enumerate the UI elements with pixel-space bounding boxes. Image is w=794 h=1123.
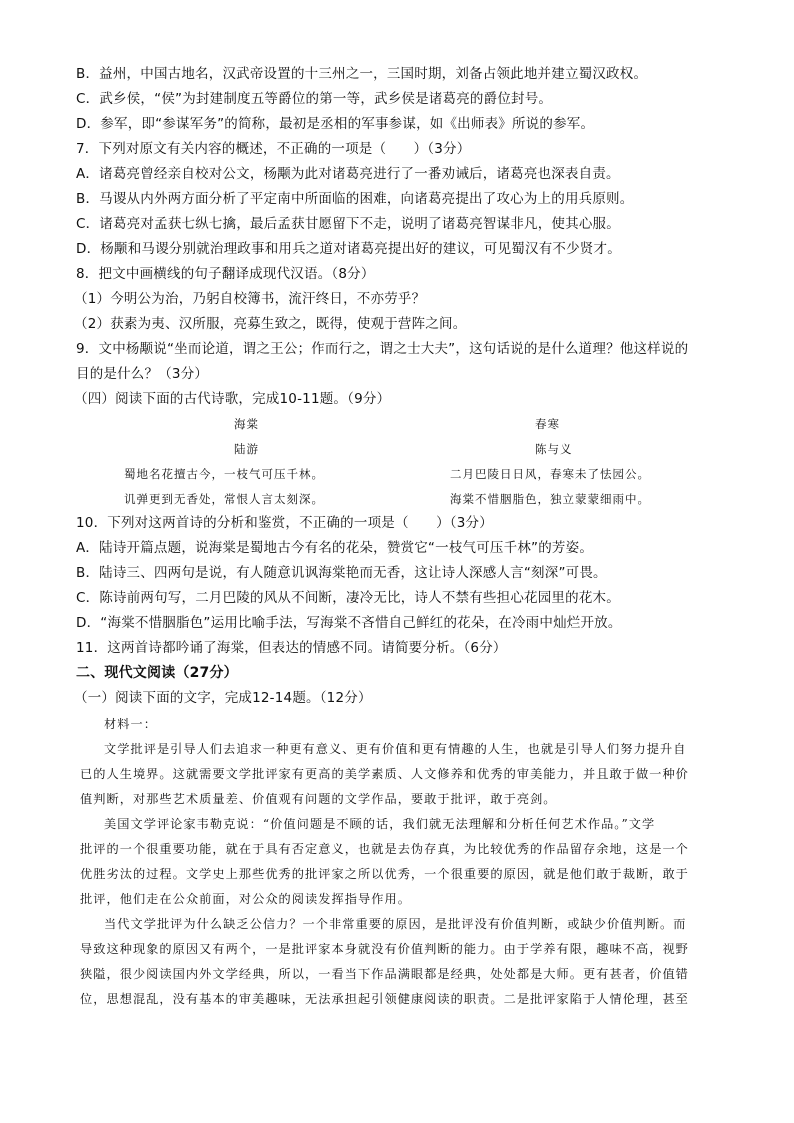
question-9-line-2: 目的是什么？（3分） [76,366,209,382]
question-7-option-c: C．诸葛亮对孟获七纵七擒，最后孟获甘愿留下不走，说明了诸葛亮智谋非凡，使其心服。 [76,216,620,232]
question-7-stem: 7．下列对原文有关内容的概述，不正确的一项是（ ）（3分） [76,141,471,157]
para-3-line-1: 当代文学批评为什么缺乏公信力？一个非常重要的原因，是批评没有价值判断，或缺少价值判断。而 [104,917,687,931]
para-1-line-1: 文学批评是引导人们去追求一种更有意义、更有价值和更有情趣的人生，也就是引导人们努力提升自 [104,742,687,756]
para-3-line-2: 导致这种现象的原因又有两个，一是批评家本身就没有价值判断的能力。由于学养有限，趣味不高，视野 [80,942,689,956]
material-label: 材料一： [104,717,157,731]
question-10-option-a: A．陆诗开篇点题，说海棠是蜀地古今有名的花朵，赞赏它“一枝气可压千林”的芳姿。 [76,540,594,556]
para-3-line-4: 位，思想混乱，没有基本的审美趣味，无法承担起引领健康阅读的职责。二是批评家陷于人情伦理，甚至 [80,992,689,1006]
poem-1-line-1: 蜀地名花擅古今，一枝气可压千林。 [124,467,324,481]
question-10-option-d: D．“海棠不惜胭脂色”运用比喻手法，写海棠不吝惜自己鲜红的花朵，在冷雨中灿烂开放。 [76,615,622,631]
part-2-subheading: （一）阅读下面的文字，完成12-14题。（12分） [74,690,372,706]
part-2-heading: 二、现代文阅读（27分） [76,665,238,681]
question-10-option-b: B．陆诗三、四两句是说，有人随意讥讽海棠艳而无香，这让诗人深感人言“刻深”可畏。 [76,565,607,581]
question-8-item-2: （2）获素为夷、汉所服，亮募生致之，既得，使观于营阵之间。 [74,316,467,332]
poem-1-line-2: 讥弹更到无香处，常恨人言太刻深。 [124,492,324,506]
poem-2-author: 陈与义 [535,442,573,456]
para-2-line-2: 批评的一个很重要功能，就在于具有否定意义，也就是去伪存真，为比较优秀的作品留存余地，这是一个 [80,842,689,856]
section-4-title: （四）阅读下面的古代诗歌，完成10-11题。（9分） [74,391,391,407]
question-11: 11．这两首诗都吟诵了海棠，但表达的情感不同。请简要分析。（6分） [76,640,507,656]
question-7-option-b: B．马谡从内外两方面分析了平定南中所面临的困难，向诸葛亮提出了攻心为上的用兵原则。 [76,191,634,207]
question-10-option-c: C．陈诗前两句写，二月巴陵的风从不间断，凄冷无比，诗人不禁有些担心花园里的花木。 [76,590,620,606]
poem-1-title: 海棠 [234,417,259,431]
question-7-option-a: A．诸葛亮曾经亲自校对公文，杨颙为此对诸葛亮进行了一番劝诫后，诸葛亮也深表自责。 [76,166,620,182]
para-1-line-2: 已的人生境界。这就需要文学批评家有更高的美学素质、人文修养和优秀的审美能力，并且敢于做一种价 [80,767,689,781]
question-8-item-1: （1）今明公为治，乃躬自校簿书，流汗终日，不亦劳乎？ [74,291,426,307]
question-7-option-d: D．杨颙和马谡分别就治理政事和用兵之道对诸葛亮提出好的建议，可见蜀汉有不少贤才。 [76,241,621,257]
question-8-stem: 8．把文中画横线的句子翻译成现代汉语。（8分） [76,266,375,282]
para-2-line-3: 优胜劣汰的过程。文学史上那些优秀的批评家之所以优秀，一个很重要的原因，就是他们敢于裁断，敢于 [80,867,689,881]
poem-2-title: 春寒 [535,417,560,431]
option-b-q6: B．益州，中国古地名，汉武帝设置的十三州之一，三国时期，刘备占领此地并建立蜀汉政权。 [76,66,648,82]
question-10-stem: 10．下列对这两首诗的分析和鉴赏，不正确的一项是（ ）（3分） [76,515,493,531]
poem-1-author: 陆游 [234,442,259,456]
para-3-line-3: 狭隘，很少阅读国内外文学经典，所以，一看当下作品满眼都是经典，处处都是大师。更有甚者，价值错 [80,967,689,981]
para-2-line-1: 美国文学评论家韦勒克说：“价值问题是不顾的话，我们就无法理解和分析任何艺术作品。”文学 [104,817,656,831]
option-c-q6: C．武乡侯，“侯”为封建制度五等爵位的第一等，武乡侯是诸葛亮的爵位封号。 [76,91,553,107]
question-9-line-1: 9．文中杨颙说“坐而论道，谓之王公；作而行之，谓之士大夫”，这句话说的是什么道理？他这样说的 [76,341,689,357]
poem-2-line-1: 二月巴陵日日风，春寒未了怯园公。 [450,467,650,481]
option-d-q6: D．参军，即“参谋军务”的简称，最初是丞相的军事参谋，如《出师表》所说的参军。 [76,116,595,132]
para-1-line-3: 值判断，对那些艺术质量差、价值观有问题的文学作品，要敢于批评，敢于亮剑。 [80,792,557,806]
para-2-line-4: 批评，他们走在公众前面，对公众的阅读发挥指导作用。 [80,892,411,906]
poem-2-line-2: 海棠不惜胭脂色，独立蒙蒙细雨中。 [450,492,650,506]
